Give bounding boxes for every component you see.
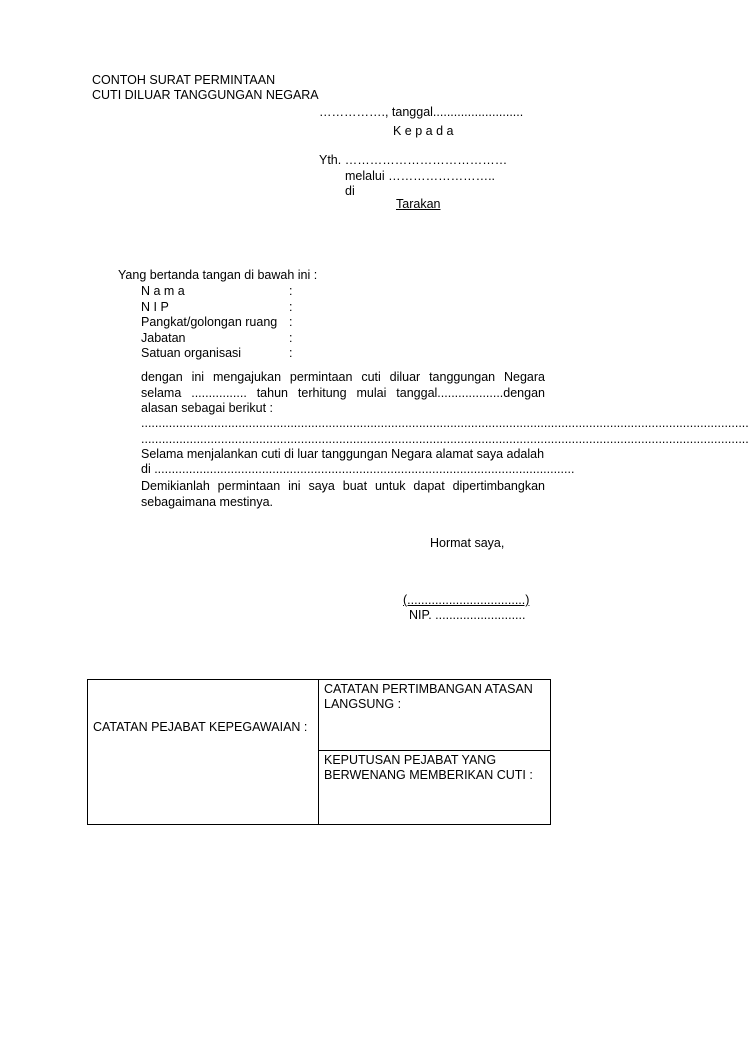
di-label: di — [345, 184, 355, 198]
field-colon: : — [289, 346, 293, 360]
title-line-1: CONTOH SURAT PERMINTAAN — [92, 73, 276, 87]
notes-keputusan-text: KEPUTUSAN PEJABAT YANG BERWENANG MEMBERIKAN CUTI : — [324, 753, 533, 782]
field-colon: : — [289, 315, 293, 329]
signature-nip: NIP. .......................... — [409, 608, 526, 622]
closing-paragraph: Demikianlah permintaan ini saya buat untuk dapat dipertimbangkan sebagaimana mestinya. — [141, 479, 545, 509]
reason-line-1: ............................................................................................................................................................................... — [141, 416, 749, 430]
address-statement: Selama menjalankan cuti di luar tanggungan Negara alamat saya adalah — [141, 447, 545, 461]
field-colon: : — [289, 300, 293, 314]
field-colon: : — [289, 284, 293, 298]
field-colon: : — [289, 331, 293, 345]
notes-atasan-text: CATATAN PERTIMBANGAN ATASAN LANGSUNG : — [324, 682, 533, 711]
field-label-pangkat: Pangkat/golongan ruang — [141, 315, 278, 329]
notes-cell-kepegawaian — [88, 680, 319, 825]
notes-cell-atasan — [319, 680, 551, 751]
notes-kepegawaian-text: CATATAN PEJABAT KEPEGAWAIAN : — [93, 720, 308, 734]
intro-text: Yang bertanda tangan di bawah ini : — [118, 268, 318, 282]
field-label-jabatan: Jabatan — [141, 331, 186, 345]
field-label-nama: N a m a — [141, 284, 185, 298]
notes-table — [87, 679, 551, 825]
field-label-nip: N I P — [141, 300, 169, 314]
yth-line: Yth. ………………………………… — [319, 153, 508, 167]
melalui-line: melalui …………………….. — [345, 169, 496, 183]
notes-cell-keputusan — [319, 751, 551, 825]
city-name: Tarakan — [396, 197, 441, 211]
title-line-2: CUTI DILUAR TANGGUNGAN NEGARA — [92, 88, 319, 102]
kepada: K e p a d a — [393, 124, 454, 138]
reason-line-2: ............................................................................................................................................................................... — [141, 432, 749, 446]
address-line: di ......................................................................................................................... — [141, 462, 575, 476]
signature-greeting: Hormat saya, — [430, 536, 505, 550]
field-label-satuan: Satuan organisasi — [141, 346, 242, 360]
request-paragraph: dengan ini mengajukan permintaan cuti diluar tanggungan Negara selama ................ tahun terhitung mulai tanggal...................dengan alasan sebagai berikut : — [141, 370, 545, 415]
date-line: ……………., tanggal.......................... — [319, 105, 524, 119]
signature-name-placeholder: (..................................) — [403, 593, 530, 607]
